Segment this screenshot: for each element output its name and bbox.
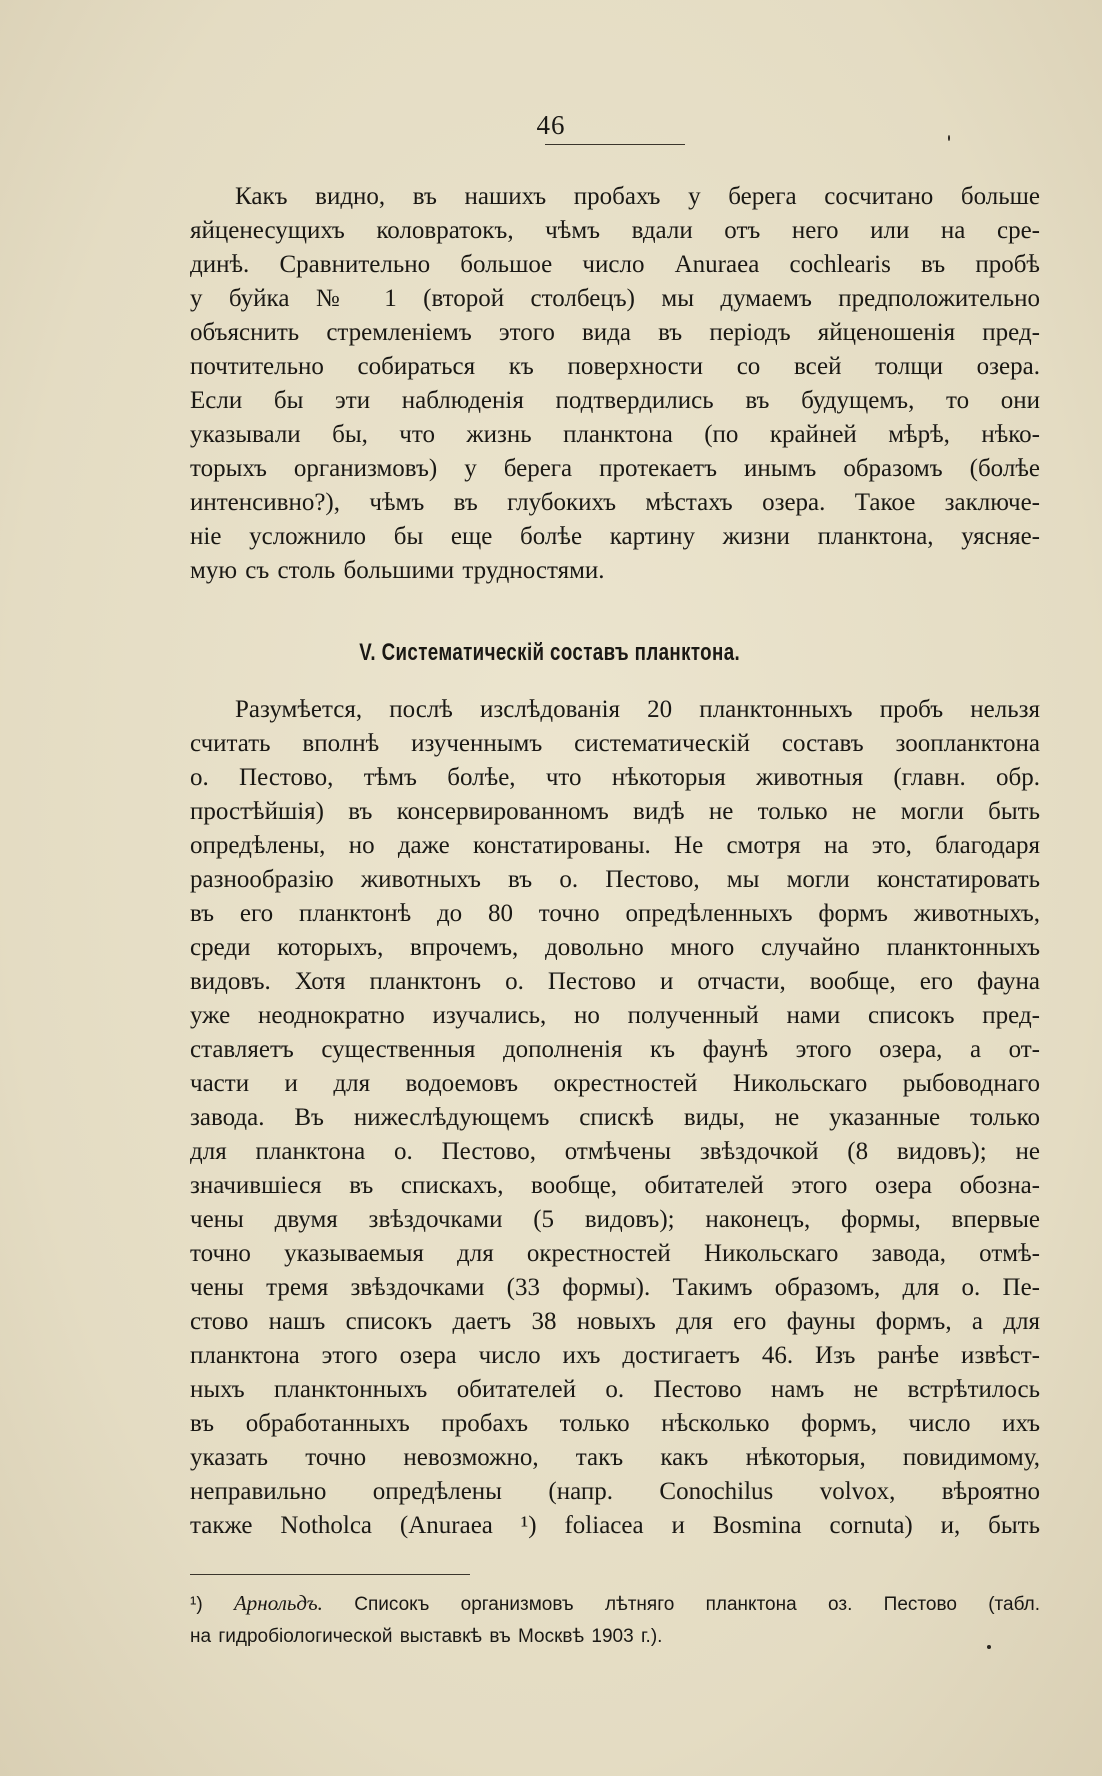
text-line: яйценесущихъ коловратокъ, чѣмъ вдали отъ него или на сре- bbox=[190, 217, 1040, 244]
text-line: Разумѣется, послѣ изслѣдованія 20 планктонныхъ пробъ нельзя bbox=[235, 696, 1040, 723]
footnote-line-1 bbox=[190, 1586, 1040, 1620]
text-line: ныхъ планктонныхъ обитателей о. Пестово намъ не встрѣтилось bbox=[190, 1376, 1040, 1403]
text-line: считать вполнѣ изученнымъ систематическій составъ зоопланктона bbox=[190, 730, 1040, 757]
text-line: у буйка № 1 (второй столбецъ) мы думаемъ предположительно bbox=[190, 285, 1040, 312]
text-line: интенсивно?), чѣмъ въ глубокихъ мѣстахъ озера. Такое заключе- bbox=[190, 489, 1040, 516]
text-line: также Notholca (Anuraea ¹) foliacea и Bosmina cornuta) и, быть bbox=[190, 1512, 1040, 1539]
text-line: для планктона о. Пестово, отмѣчены звѣздочкой (8 видовъ); не bbox=[190, 1138, 1040, 1165]
page-number: 46 bbox=[536, 110, 566, 140]
text-line: указывали бы, что жизнь планктона (по крайней мѣрѣ, нѣко- bbox=[190, 421, 1040, 448]
text-line: опредѣлены, но даже констатированы. Не смотря на это, благодаря bbox=[190, 832, 1040, 859]
footnote-rule bbox=[190, 1574, 470, 1575]
scan-speck bbox=[987, 1645, 991, 1649]
text-line: части и для водоемовъ окрестностей Никольскаго рыбоводнаго bbox=[190, 1070, 1040, 1097]
text-line: Если бы эти наблюденія подтвердились въ будущемъ, то они bbox=[190, 387, 1040, 414]
text-line: Какъ видно, въ нашихъ пробахъ у берега сосчитано больше bbox=[235, 183, 1040, 210]
text-line: точно указываемыя для окрестностей Никольскаго завода, отмѣ- bbox=[190, 1240, 1040, 1267]
text-line: мую съ столь большими трудностями. bbox=[190, 557, 605, 584]
paragraph-2 bbox=[190, 693, 1040, 1543]
footnote bbox=[190, 1586, 1040, 1654]
text-line: чены тремя звѣздочками (33 формы). Такимъ образомъ, для о. Пе- bbox=[190, 1274, 1040, 1301]
text-line: среди которыхъ, впрочемъ, довольно много случайно планктонныхъ bbox=[190, 934, 1040, 961]
text-line: въ его планктонѣ до 80 точно опредѣленныхъ формъ животныхъ, bbox=[190, 900, 1040, 927]
text-line: чены двумя звѣздочками (5 видовъ); наконецъ, формы, впервые bbox=[190, 1206, 1040, 1233]
text-line: динѣ. Сравнительно большое число Anuraea cochlearis въ пробѣ bbox=[190, 251, 1040, 278]
text-line: видовъ. Хотя планктонъ о. Пестово и отчасти, вообще, его фауна bbox=[190, 968, 1040, 995]
text-line: въ обработанныхъ пробахъ только нѣсколько формъ, число ихъ bbox=[190, 1410, 1040, 1437]
paragraph-1 bbox=[190, 180, 1040, 588]
text-line: ставляетъ существенныя дополненія къ фаунѣ этого озера, а от- bbox=[190, 1036, 1040, 1063]
scan-speck bbox=[948, 135, 950, 141]
text-line: объяснить стремленіемъ этого вида въ періодъ яйценошенія пред- bbox=[190, 319, 1040, 346]
text-line: планктона этого озера число ихъ достигаетъ 46. Изъ ранѣе извѣст- bbox=[190, 1342, 1040, 1369]
footnote-text: Списокъ организмовъ лѣтняго планктона оз. Пестово (табл. bbox=[354, 1594, 1040, 1615]
text-line: значившіеся въ спискахъ, вообще, обитателей этого озера обозна- bbox=[190, 1172, 1040, 1199]
footnote-marker: ¹) bbox=[190, 1594, 203, 1615]
page-number-rule bbox=[545, 144, 685, 145]
text-line: простѣйшія) въ консервированномъ видѣ не только не могли быть bbox=[190, 798, 1040, 825]
text-line: о. Пестово, тѣмъ болѣе, что нѣкоторыя животныя (главн. обр. bbox=[190, 764, 1040, 791]
text-line: ніе усложнило бы еще болѣе картину жизни планктона, уясняе- bbox=[190, 523, 1040, 550]
text-line: стово нашъ списокъ даетъ 38 новыхъ для его фауны формъ, а для bbox=[190, 1308, 1040, 1335]
text-line: разнообразію животныхъ въ о. Пестово, мы могли констатировать bbox=[190, 866, 1040, 893]
text-line: завода. Въ нижеслѣдующемъ спискѣ виды, не указанные только bbox=[190, 1104, 1040, 1131]
text-line: торыхъ организмовъ) у берега протекаетъ инымъ образомъ (болѣе bbox=[190, 455, 1040, 482]
footnote-line-2: на гидробіологической выставкѣ въ Москвѣ 1903 г.). bbox=[190, 1626, 663, 1647]
text-line: уже неоднократно изучались, но полученный нами списокъ пред- bbox=[190, 1002, 1040, 1029]
text-line: указать точно невозможно, такъ какъ нѣкоторыя, повидимому, bbox=[190, 1444, 1040, 1471]
section-heading: V. Систематическій составъ планктона. bbox=[359, 639, 741, 666]
text-line: почтительно собираться къ поверхности со всей толщи озера. bbox=[190, 353, 1040, 380]
text-line: неправильно опредѣлены (напр. Conochilus volvox, вѣроятно bbox=[190, 1478, 1040, 1505]
footnote-author: Арнольдъ. bbox=[233, 1591, 323, 1615]
